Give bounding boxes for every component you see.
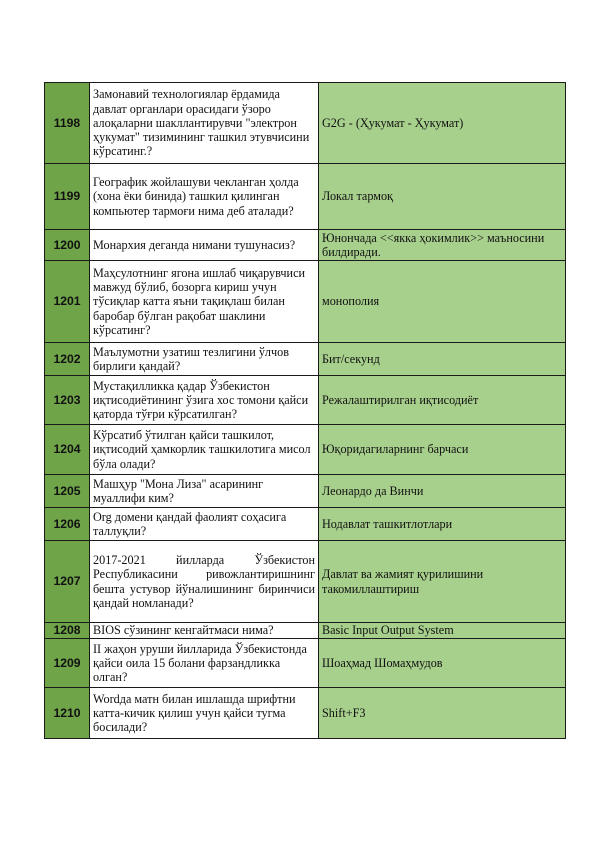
- answer-cell: Локал тармоқ: [319, 164, 566, 230]
- question-cell: Замонавий технологиялар ёрдамида давлат органлари орасидаги ўзоро алоқаларни шакллантирувчи "электрон ҳукумат" тизимининг ташкил этувчисини кўрсатинг.?: [90, 83, 319, 164]
- question-cell: Машҳур "Мона Лиза" асарининг муаллифи ким?: [90, 475, 319, 508]
- table-row: [45, 83, 566, 164]
- row-number: 1207: [45, 541, 90, 623]
- answer-cell: Shift+F3: [319, 688, 566, 739]
- row-number: 1206: [45, 508, 90, 541]
- row-number: 1198: [45, 83, 90, 164]
- answer-cell: G2G - (Ҳукумат - Ҳукумат): [319, 83, 566, 164]
- qa-table: [44, 82, 566, 739]
- question-cell: Мустақилликка қадар Ўзбекистон иқтисодиётининг ўзига хос томони қайси қаторда тўғри кўрсатилган?: [90, 376, 319, 425]
- question-cell: BIOS сўзининг кенгайтмаси нима?: [90, 623, 319, 639]
- row-number: 1205: [45, 475, 90, 508]
- answer-cell: Шоаҳмад Шомаҳмудов: [319, 639, 566, 688]
- table-row: [45, 230, 566, 261]
- table-row: [45, 475, 566, 508]
- row-number: 1202: [45, 343, 90, 376]
- row-number: 1210: [45, 688, 90, 739]
- row-number: 1200: [45, 230, 90, 261]
- table-row: [45, 425, 566, 475]
- question-cell: Географик жойлашуви чекланган ҳолда (хона ёки бинида) ташкил қилинган компьютер тармоғи нима деб аталади?: [90, 164, 319, 230]
- table-row: [45, 541, 566, 623]
- question-cell: Маълумотни узатиш тезлигини ўлчов бирлиги қандай?: [90, 343, 319, 376]
- row-number: 1209: [45, 639, 90, 688]
- answer-cell: Бит/секунд: [319, 343, 566, 376]
- row-number: 1201: [45, 261, 90, 343]
- row-number: 1203: [45, 376, 90, 425]
- answer-cell: монополия: [319, 261, 566, 343]
- table-row: [45, 376, 566, 425]
- answer-cell: Давлат ва жамият қурилишини такомиллаштириш: [319, 541, 566, 623]
- answer-cell: Режалаштирилган иқтисодиёт: [319, 376, 566, 425]
- answer-cell: Basic Input Output System: [319, 623, 566, 639]
- table-row: [45, 639, 566, 688]
- question-cell: Кўрсатиб ўтилган қайси ташкилот, иқтисодий ҳамкорлик ташкилотига мисол бўла олади?: [90, 425, 319, 475]
- answer-cell: Леонардо да Винчи: [319, 475, 566, 508]
- question-cell: Монархия деганда нимани тушунасиз?: [90, 230, 319, 261]
- table-row: [45, 688, 566, 739]
- table-row: [45, 164, 566, 230]
- answer-cell: Юнончада <<якка ҳокимлик>> маъносини билдиради.: [319, 230, 566, 261]
- row-number: 1208: [45, 623, 90, 639]
- question-cell: Org домени қандай фаолият соҳасига таллуқли?: [90, 508, 319, 541]
- row-number: 1204: [45, 425, 90, 475]
- table-row: [45, 508, 566, 541]
- question-cell: II жаҳон уруши йилларида Ўзбекистонда қайси оила 15 болани фарзандликка олган?: [90, 639, 319, 688]
- question-cell: Маҳсулотнинг ягона ишлаб чиқарувчиси мавжуд бўлиб, бозорга кириш учун тўсиқлар катта яъни тақиқлаш билан баробар бўлган рақобат шаклини кўрсатинг?: [90, 261, 319, 343]
- answer-cell: Нодавлат ташкитлотлари: [319, 508, 566, 541]
- question-cell: 2017-2021 йилларда Ўзбекистон Республикасини ривожлантиришнинг бешта устувор йўналишининг биринчиси қандай номланади?: [90, 541, 319, 623]
- table-row: [45, 343, 566, 376]
- row-number: 1199: [45, 164, 90, 230]
- question-cell: Wordда матн билан ишлашда шрифтни катта-кичик қилиш учун қайси тугма босилади?: [90, 688, 319, 739]
- table-row: [45, 623, 566, 639]
- table-row: [45, 261, 566, 343]
- answer-cell: Юқоридагиларнинг барчаси: [319, 425, 566, 475]
